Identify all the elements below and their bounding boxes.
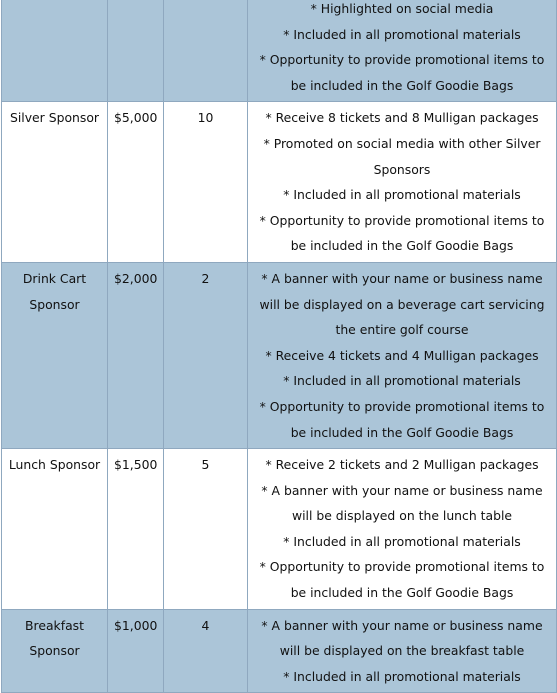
- benefit-item: * Receive 8 tickets and 8 Mulligan packages: [265, 110, 539, 126]
- benefit-item: * A banner with your name or business name will be displayed on a beverage cart servicing the entire golf course: [259, 270, 545, 338]
- sponsor-benefits: [248, 0, 557, 102]
- benefit-item: * Included in all promotional materials: [283, 373, 521, 389]
- table-row: [2, 102, 557, 263]
- benefit-item: * Included in all promotional materials: [283, 26, 521, 42]
- benefit-item: * Highlighted on social media: [310, 1, 494, 16]
- table-row: [2, 0, 557, 102]
- benefit-item: * Included in all promotional materials: [283, 533, 521, 549]
- sponsor-price: $1,500: [108, 449, 164, 610]
- benefit-item: * Receive 2 tickets and 2 Mulligan packages: [265, 457, 539, 473]
- benefit-item: * A banner with your name or business name will be displayed on the lunch table: [261, 482, 543, 524]
- sponsor-benefits: [248, 262, 557, 448]
- table-row: [2, 262, 557, 448]
- sponsor-quantity: 4: [164, 609, 248, 693]
- table-row: [2, 609, 557, 693]
- sponsor-level: [2, 0, 108, 102]
- benefit-item: * Opportunity to provide promotional items to be included in the Golf Goodie Bags: [259, 559, 545, 601]
- sponsor-price: $2,000: [108, 262, 164, 448]
- sponsor-price: $1,000: [108, 609, 164, 693]
- sponsor-level: Breakfast Sponsor: [2, 609, 108, 693]
- benefit-item: * Included in all promotional materials: [283, 668, 521, 684]
- sponsor-quantity: 5: [164, 449, 248, 610]
- sponsor-level: Lunch Sponsor: [2, 449, 108, 610]
- sponsor-price: [108, 0, 164, 102]
- sponsor-level: Drink Cart Sponsor: [2, 262, 108, 448]
- sponsor-benefits: [248, 449, 557, 610]
- sponsor-price: $5,000: [108, 102, 164, 263]
- benefit-item: * Receive 4 tickets and 4 Mulligan packages: [265, 347, 539, 363]
- benefit-item: * Included in all promotional materials: [283, 187, 521, 203]
- sponsor-quantity: [164, 0, 248, 102]
- benefit-item: * Opportunity to provide promotional items to be included in the Golf Goodie Bags: [259, 52, 545, 93]
- sponsor-benefits: [248, 102, 557, 263]
- sponsorship-table: [1, 0, 557, 693]
- table-row: [2, 449, 557, 610]
- sponsor-quantity: 10: [164, 102, 248, 263]
- sponsor-level: Silver Sponsor: [2, 102, 108, 263]
- benefit-item: * Promoted on social media with other Silver Sponsors: [263, 135, 541, 177]
- benefit-item: * A banner with your name or business name will be displayed on the breakfast table: [261, 617, 543, 659]
- sponsor-benefits: [248, 609, 557, 693]
- benefit-item: * Opportunity to provide promotional items to be included in the Golf Goodie Bags: [259, 398, 545, 440]
- benefit-item: * Opportunity to provide promotional items to be included in the Golf Goodie Bags: [259, 212, 545, 254]
- sponsor-quantity: 2: [164, 262, 248, 448]
